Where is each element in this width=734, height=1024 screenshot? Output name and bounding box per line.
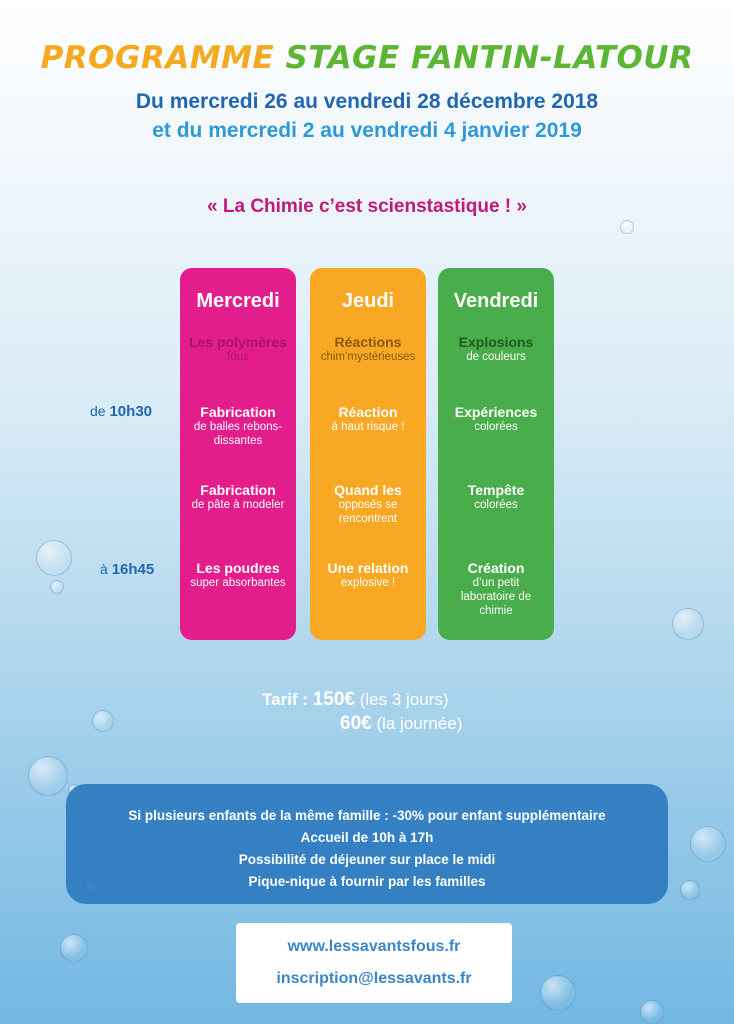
activity [180,482,296,512]
contact-box [236,923,512,1003]
bubble-decoration [50,580,64,594]
tarif-price-day: 60€ [340,713,372,734]
tarif-note-3-days: (les 3 jours) [359,690,449,709]
bubble-decoration [640,1000,664,1024]
activity-subtitle: colorées [474,421,518,433]
activity [310,482,426,526]
theme-title: Les polymères [188,334,288,350]
activity [438,404,554,434]
day-column-mercredi [180,268,296,640]
bubble-decoration [92,710,114,732]
dates-line-1: Du mercredi 26 au vendredi 28 décembre 2018 [135,90,599,113]
activity-title: Création [467,560,525,576]
activity-subtitle: d’un petit laboratoire de chimie [460,577,532,617]
tarif-row-2 [262,712,462,736]
end-time-prefix: à [100,561,108,577]
activity-title: Une relation [327,560,409,576]
start-time-value: 10h30 [109,403,153,420]
activity-title: Fabrication [200,482,276,498]
day-theme [310,334,426,364]
theme-subtitle: chim’mystérieuses [320,351,416,363]
activity-title: Réaction [338,404,398,420]
tarif-row-1 [262,688,462,712]
info-box [66,784,668,904]
page-title [0,40,734,76]
start-time-prefix: de [90,403,106,419]
day-theme [438,334,554,364]
day-column-jeudi [310,268,426,640]
activity-title: Fabrication [200,404,276,420]
start-time [90,403,152,420]
theme-title: Réactions [334,334,402,350]
activity [180,404,296,448]
bubble-decoration [60,934,88,962]
day-name: Mercredi [196,290,280,312]
activity-title: Tempête [467,482,525,498]
activity-subtitle: colorées [474,499,518,511]
info-line: Pique-nique à fournir par les familles [248,874,486,889]
email-link[interactable]: inscription@lessavants.fr [276,970,472,987]
day-column-vendredi [438,268,554,640]
activity-title: Expériences [454,404,538,420]
activity-subtitle: super absorbantes [190,577,286,589]
bubble-decoration [28,756,68,796]
activity-title: Les poudres [196,560,280,576]
info-line: Possibilité de déjeuner sur place le midi [238,852,496,867]
activity [310,560,426,590]
bubble-decoration [680,880,700,900]
bubble-decoration [540,975,576,1011]
theme-subtitle: de couleurs [466,351,526,363]
activity-subtitle: de balles rebons-dissantes [193,421,283,447]
tarif-note-day: (la journée) [376,714,463,733]
activity [438,482,554,512]
title-stage: STAGE FANTIN-LATOUR [285,40,694,76]
bubble-decoration [620,220,634,234]
activity [438,560,554,618]
dates-line-2: et du mercredi 2 au vendredi 4 janvier 2019 [152,119,582,142]
end-time [100,561,154,578]
tarif [262,688,462,736]
title-programme: PROGRAMME [40,40,275,76]
tarif-price-3-days: 150€ [312,689,355,710]
activity [180,560,296,590]
website-link[interactable]: www.lessavantsfous.fr [287,938,461,955]
activity-title: Quand les [334,482,402,498]
slogan: « La Chimie c’est scienstastique ! » [207,196,527,217]
tarif-label: Tarif : [262,690,308,709]
theme-subtitle: fous [227,351,249,363]
activity [310,404,426,434]
bubble-decoration [36,540,72,576]
activity-subtitle: à haut risque ! [331,421,405,433]
day-theme [180,334,296,364]
activity-subtitle: explosive ! [340,577,396,589]
theme-title: Explosions [458,334,534,350]
activity-subtitle: opposés se rencontrent [338,499,398,525]
info-line: Accueil de 10h à 17h [300,830,434,845]
day-name: Vendredi [453,290,539,312]
bubble-decoration [690,826,726,862]
activity-subtitle: de pâte à modeler [191,499,285,511]
end-time-value: 16h45 [111,561,155,578]
day-name: Jeudi [341,290,395,312]
info-line: Si plusieurs enfants de la même famille : -30% pour enfant supplémentaire [128,808,606,823]
bubble-decoration [672,608,704,640]
